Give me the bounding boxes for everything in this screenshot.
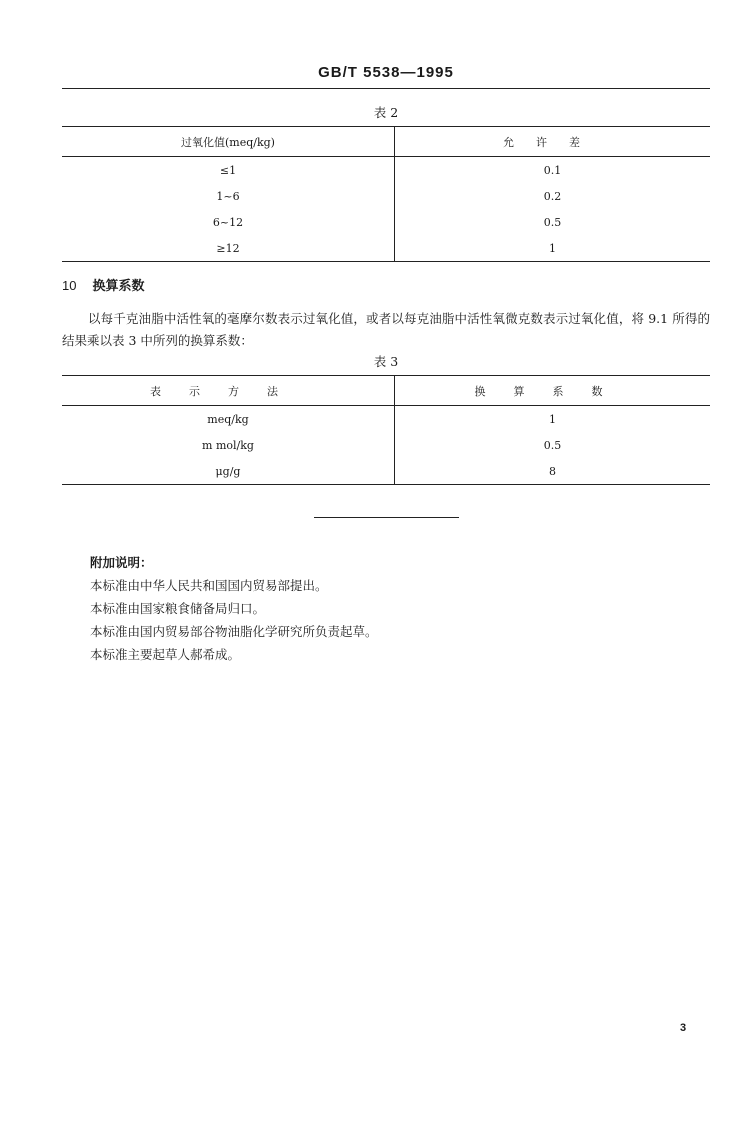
table3-cell-factor: 8 [395,458,711,485]
note-line: 本标准由中华人民共和国国内贸易部提出。 [90,578,328,593]
table2 [62,126,710,262]
table2-header-tolerance: 允许差 [395,127,711,157]
section-heading [62,275,144,294]
table2-cell-tolerance: 1 [395,235,711,262]
table-row [62,209,710,235]
note-line: 本标准主要起草人郝希成。 [90,647,241,662]
table-row [62,458,710,485]
section-paragraph: 以每千克油脂中活性氧的毫摩尔数表示过氧化值，或者以每克油脂中活性氧微克数表示过氧化值，将 9.1 所得的结果乘以表 3 中所列的换算系数： [62,311,710,348]
table2-cell-tolerance: 0.5 [543,215,562,229]
section-title: 换算系数 [92,279,145,294]
note-line: 本标准由国内贸易部谷物油脂化学研究所负责起草。 [90,624,378,639]
table3-caption: 表 3 [373,354,399,369]
table2-cell-range: 6~12 [62,209,395,235]
table2-cell-range: ≥12 [62,235,395,262]
table3-cell-factor: 0.5 [543,438,562,452]
table2-cell-tolerance: 0.1 [543,163,562,177]
table3-cell-unit: μg/g [62,458,395,485]
table-row [62,235,710,262]
table3-cell-unit: meq/kg [62,406,395,433]
table3-header-method: 表示方法 [62,376,395,406]
table-row [62,157,710,184]
end-divider [314,517,459,518]
table-row [62,183,710,209]
table2-caption: 表 2 [373,105,399,120]
table2-cell-range: ≤1 [62,157,395,184]
table3 [62,375,710,485]
notes-title: 附加说明： [90,555,153,570]
standard-number-header: GB/T 5538—1995 [318,64,454,81]
section-number: 10 [62,278,77,293]
table2-cell-tolerance: 0.2 [543,189,562,203]
table2-cell-range: 1~6 [62,183,395,209]
page-number: 3 [680,1022,687,1034]
table3-header-row [62,376,710,406]
header-rule [62,88,710,89]
table3-cell-factor: 1 [549,412,556,426]
note-line: 本标准由国家粮食储备局归口。 [90,601,266,616]
table3-cell-unit: m mol/kg [62,432,395,458]
table3-header-factor: 换算系数 [395,376,711,406]
table-row [62,406,710,433]
table2-header-row [62,127,710,157]
table-row [62,432,710,458]
table2-header-peroxide-value: 过氧化值(meq/kg) [62,127,395,157]
